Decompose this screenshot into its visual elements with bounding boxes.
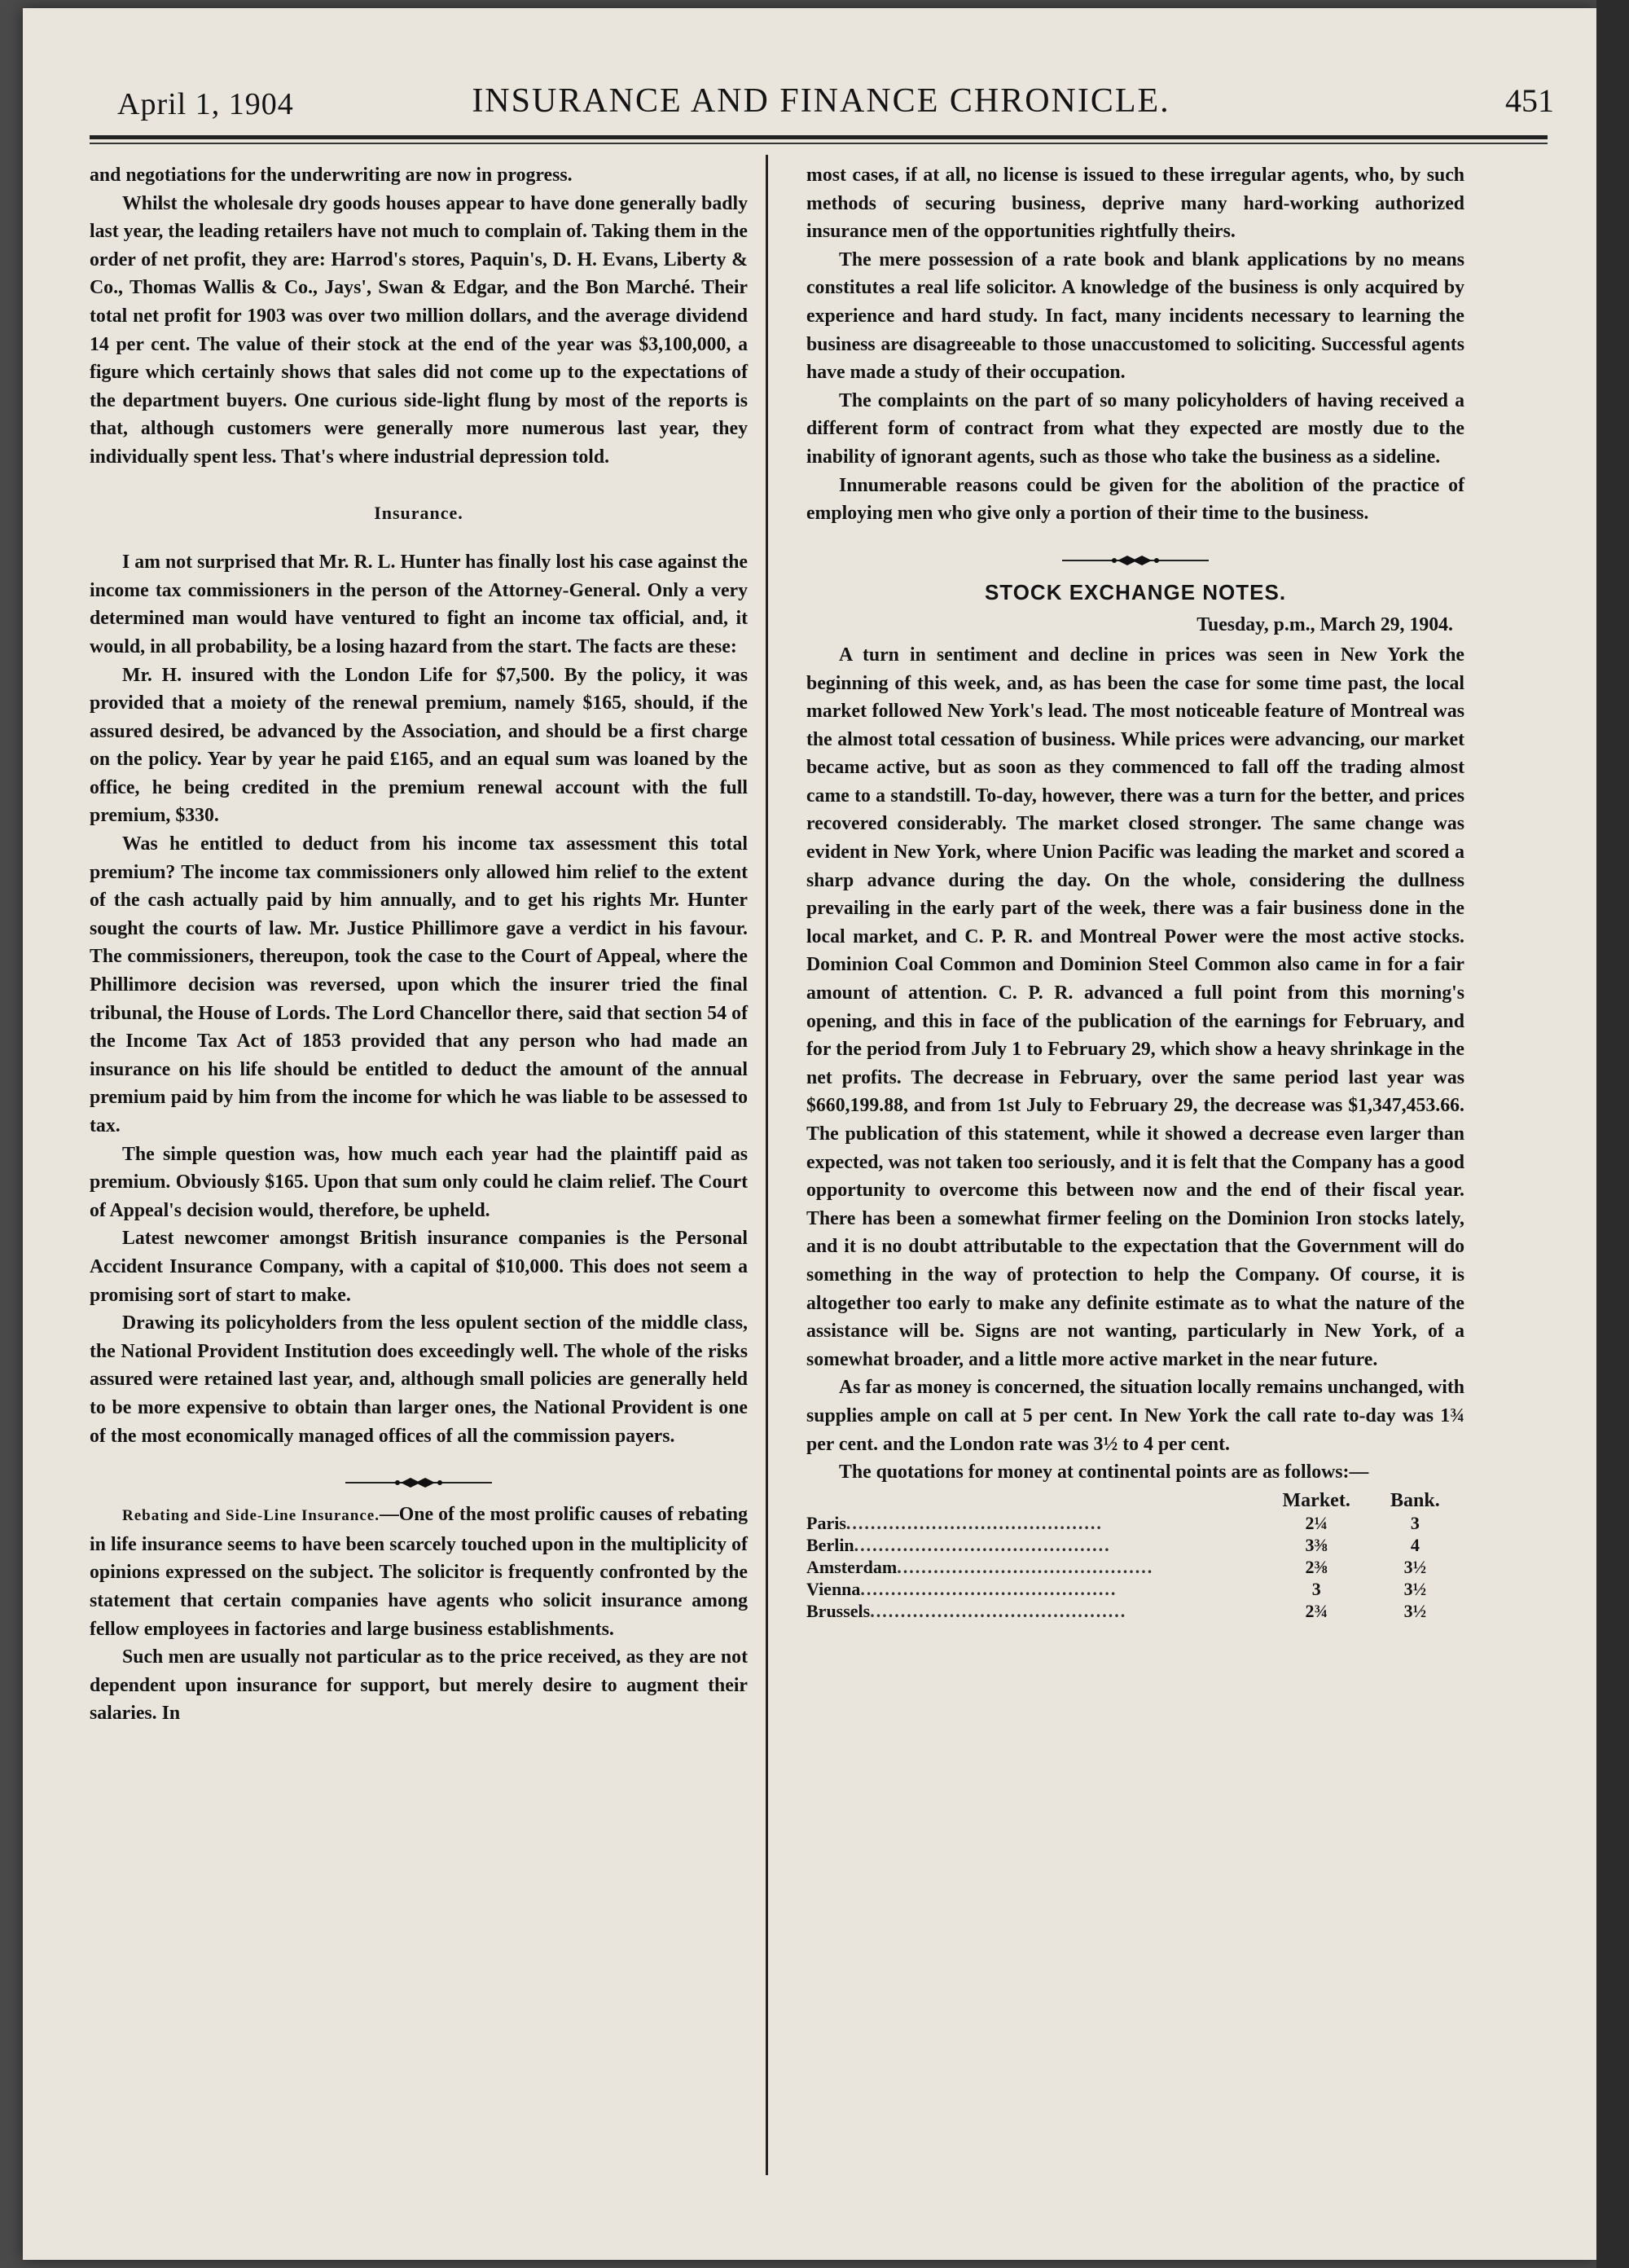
- ornament-divider: [90, 1470, 748, 1483]
- paragraph-body: —One of the most prolific causes of rebating in life insurance seems to have been scarcely touched upon in the multiplicity of opinions expressed on the subject. The solicitor is frequently confronted by the statement that certain companies have agents who solicit insurance among fellow employees in factories and large business establishments.: [90, 1504, 748, 1640]
- dateline: Tuesday, p.m., March 29, 1904.: [1197, 614, 1453, 636]
- bank-rate: 3: [1410, 1512, 1420, 1533]
- ornament-rule-icon: [1062, 554, 1209, 567]
- paragraph: Was he entitled to deduct from his income tax assessment this total premium? The income tax commissioners only allowed him relief to the extent of the cash actually paid by him annually, and to get his rights Mr. Hunter sought the courts of law. Mr. Justice Phillimore gave a verdict in his favour. The commissioners, thereupon, took the case to the Court of Appeal, where the Phillimore decision was reversed, upon which the insurer tried the final tribunal, the House of Lords. The Lord Chancellor there, said that section 54 of the Income Tax Act of 1853 provided that any person who had made an insurance on his life should be entitled to deduct the amount of the annual premium paid by him from the income for which he was liable to be assessed to tax.: [90, 833, 748, 1136]
- bank-rate: 4: [1410, 1534, 1420, 1555]
- paragraph: Whilst the wholesale dry goods houses appear to have done generally badly last year, the leading retailers have not much to complain of. Taking them in the order of net profit, they are: Harrod's stores, Paquin's, D. H. Evans, Liberty & Co., Thomas Wallis & Co., Jays', Swan & Edgar, and the Bon Marché. Their total net profit for 1903 was over two million dollars, and the average dividend 14 per cent. The value of their stock at the end of the year was $3,100,000, a figure which certainly shows that sales did not come up to the expectations of the department buyers. One curious side-light flung by most of the reports is that, although customers were generally more numerous last year, they individually spent less. That's where industrial depression told.: [90, 192, 748, 468]
- place-name: Amsterdam: [806, 1556, 898, 1577]
- paragraph: Innumerable reasons could be given for the abolition of the practice of employing men who give only a portion of their time to the business.: [806, 474, 1464, 525]
- left-column: [90, 161, 748, 1728]
- market-rate: 2⅜: [1305, 1556, 1328, 1577]
- table-row: Vienna.......................................... 3 3½: [806, 1578, 1464, 1600]
- book-spine: [1596, 0, 1629, 2268]
- header-rule-thin: [90, 143, 1548, 144]
- ornament-rule-icon: [345, 1476, 492, 1489]
- header-date: April 1, 1904: [117, 87, 294, 121]
- paragraph: Mr. H. insured with the London Life for $7,500. By the policy, it was provided that a moiety of the renewal premium, namely $165, should, if the assured desired, be advanced by the Association, and should be a first charge on the policy. Year by year he paid £165, and an equal sum was loaned by the office, he being credited in the premium renewal account with the full premium, $330.: [90, 664, 748, 827]
- header-rule-thick: [90, 135, 1548, 139]
- place-name: Berlin: [806, 1534, 854, 1555]
- table-header-row: [806, 1490, 1464, 1512]
- market-rate: 3⅜: [1305, 1534, 1328, 1555]
- column-divider: [766, 155, 768, 2175]
- place-name: Paris: [806, 1512, 846, 1533]
- paragraph: and negotiations for the underwriting are now in progress.: [90, 165, 573, 186]
- paragraph: Drawing its policyholders from the less opulent section of the middle class, the National Provident Institution does exceedingly well. The whole of the risks assured were retained last year, and, although small policies are generally held to be more expensive to obtain than larger ones, the National Provident is one of the most economically managed offices of all the commission payers.: [90, 1312, 748, 1447]
- page-header: [88, 81, 1554, 138]
- market-rate: 2¾: [1305, 1600, 1328, 1621]
- place-name: Vienna: [806, 1578, 861, 1599]
- paragraph: Latest newcomer amongst British insurance companies is the Personal Accident Insurance Company, with a capital of $10,000. This does not seem a promising sort of start to make.: [90, 1228, 748, 1306]
- paragraph: A turn in sentiment and decline in prices was seen in New York the beginning of this week, and, as has been the case for some time past, the local market followed New York's lead. The most noticeable feature of Montreal was the almost total cessation of business. While prices were advancing, our market became active, but as soon as they commenced to fall off the trading almost came to a standstill. To-day, however, there was a turn for the better, and prices recovered considerably. The market closed stronger. The same change was evident in New York, where Union Pacific was leading the market and scored a sharp advance during the day. On the whole, considering the dullness prevailing in the early part of the week, there was a fair business done in the local market, and C. P. R. and Montreal Power were the most active stocks. Dominion Coal Common and Dominion Steel Common also came in for a fair amount of attention. C. P. R. advanced a full point from this morning's opening, and this in face of the publication of the earnings for February, and for the period from July 1 to February 29, which show a heavy shrinkage in the net profits. The decrease in February, over the same period last year was $660,199.88, and from 1st July to February 29, the decrease was $1,347,453.66. The publication of this statement, while it showed a decrease even larger than expected, was not taken too seriously, and it is felt that the Company has a good opportunity to overcome this between now and the end of their fiscal year. There has been a somewhat firmer feeling on the Dominion Iron stocks lately, and it is no doubt attributable to the expectation that the Government will do something in the way of protection to help the Company. Of course, it is altogether too early to make any definite estimate as to what the nature of the assistance will be. Signs are not wanting, particularly in New York, of a somewhat broader, and a little more active market in the near future.: [806, 644, 1464, 1370]
- paragraph: The mere possession of a rate book and blank applications by no means constitutes a real life solicitor. A knowledge of the business is only acquired by experience and hard study. In fact, many incidents necessary to learning the business are disagreeable to those unaccustomed to soliciting. Successful agents have made a study of their occupation.: [806, 248, 1464, 384]
- table-row: Brussels.......................................... 2¾ 3½: [806, 1600, 1464, 1622]
- paragraph: The complaints on the part of so many policyholders of having received a different form of contract from what they expected are mostly due to the inability of ignorant agents, such as those who take the business as a sideline.: [806, 389, 1464, 468]
- table-row: Paris.......................................... 2¼ 3: [806, 1512, 1464, 1534]
- table-row: Berlin.......................................... 3⅜ 4: [806, 1534, 1464, 1556]
- bank-rate: 3½: [1403, 1578, 1427, 1599]
- paragraph: Such men are usually not particular as to the price received, as they are not dependent upon insurance for support, but merely desire to augment their salaries. In: [90, 1646, 748, 1725]
- paragraph: most cases, if at all, no license is issued to these irregular agents, who, by such methods of securing business, deprive many hard-working authorized insurance men of the opportunities rightfully theirs.: [806, 165, 1464, 243]
- bank-rate: 3½: [1403, 1600, 1427, 1621]
- column-header-market: Market.: [1282, 1489, 1350, 1511]
- market-rate: 3: [1311, 1578, 1321, 1599]
- section-heading-stock-exchange: STOCK EXCHANGE NOTES.: [984, 579, 1287, 604]
- page-number: 451: [1505, 82, 1554, 119]
- section-heading-insurance: Insurance.: [374, 502, 463, 523]
- paragraph: I am not surprised that Mr. R. L. Hunter has finally lost his case against the income tax commissioners in the person of the Attorney-General. Only a very determined man would have ventured to fight an income tax official, and, it would, in all probability, be a losing hazard from the start. The facts are these:: [90, 552, 748, 657]
- bank-rate: 3½: [1403, 1556, 1427, 1577]
- paragraph: The quotations for money at continental points are as follows:—: [839, 1461, 1369, 1483]
- money-quotations-table: [806, 1490, 1464, 1622]
- paragraph: [90, 1501, 748, 1643]
- column-header-bank: Bank.: [1390, 1489, 1440, 1511]
- market-rate: 2¼: [1305, 1512, 1328, 1533]
- right-column: [806, 161, 1464, 1622]
- publication-title: INSURANCE AND FINANCE CHRONICLE.: [472, 82, 1170, 120]
- paragraph: The simple question was, how much each year had the plaintiff paid as premium. Obviously $165. Upon that sum only could he claim relief. The Court of Appeal's decision would, therefore, be upheld.: [90, 1143, 748, 1221]
- paragraph: As far as money is concerned, the situation locally remains unchanged, with supplies ample on call at 5 per cent. In New York the call rate to-day was 1¾ per cent. and the London rate was 3½ to 4 per cent.: [806, 1377, 1464, 1455]
- table-row: Amsterdam.......................................... 2⅜ 3½: [806, 1556, 1464, 1578]
- run-in-heading-rebating: Rebating and Side-Line Insurance.: [122, 1507, 380, 1525]
- place-name: Brussels: [806, 1600, 871, 1621]
- ornament-divider: [806, 547, 1464, 560]
